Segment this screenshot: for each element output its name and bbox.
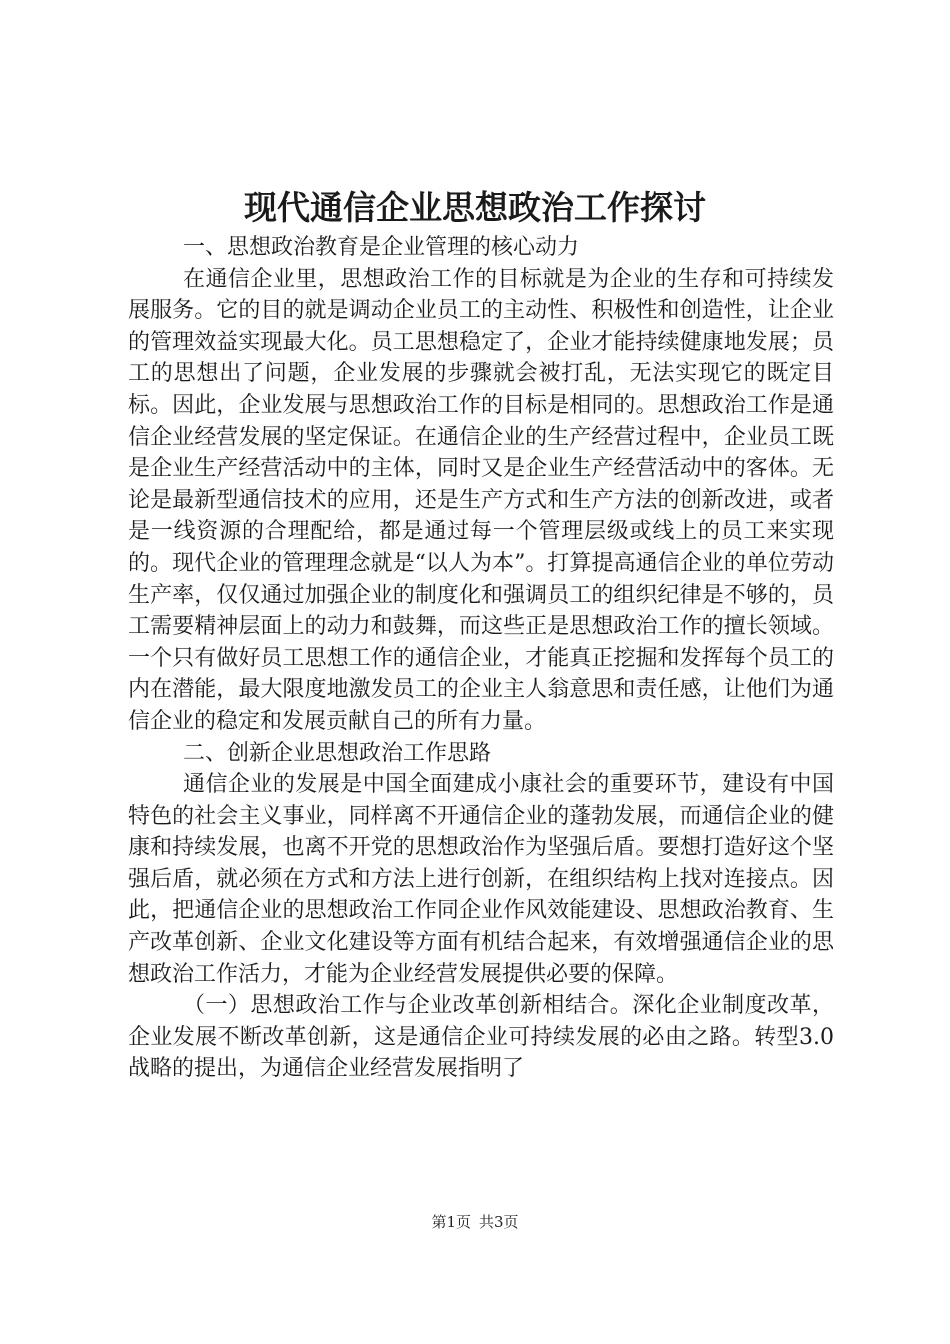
page-total: 共3页 [479, 1213, 519, 1231]
paragraph-2: 通信企业的发展是中国全面建成小康社会的重要环节，建设有中国特色的社会主义事业，同样离不开通信企业的蓬勃发展，而通信企业的健康和持续发展，也离不开党的思想政治作为坚强后盾。要想打造好这个坚强后盾，就必须在方式和方法上进行创新，在组织结构上找对连接点。因此，把通信企业的思想政治工作同企业作风效能建设、思想政治教育、生产改革创新、企业文化建设等方面有机结合起来，有效增强通信企业的思想政治工作活力，才能为企业经营发展提供必要的保障。 [128, 772, 834, 987]
document-title: 现代通信企业思想政治工作探讨 [244, 188, 706, 227]
paragraph-3: （一）思想政治工作与企业改革创新相结合。深化企业制度改革，企业发展不断改革创新，这是通信企业可持续发展的必由之路。转型3.0战略的提出，为通信企业经营发展指明了 [128, 993, 834, 1082]
paragraph-1: 在通信企业里，思想政治工作的目标就是为企业的生存和可持续发展服务。它的目的就是调动企业员工的主动性、积极性和创造性，让企业的管理效益实现最大化。员工思想稳定了，企业才能持续健康地发展；员工的思想出了问题，企业发展的步骤就会被打乱，无法实现它的既定目标。因此，企业发展与思想政治工作的目标是相同的。思想政治工作是通信企业经营发展的坚定保证。在通信企业的生产经营过程中，企业员工既是企业生产经营活动中的主体，同时又是企业生产经营活动中的客体。无论是最新型通信技术的应用，还是生产方式和生产方法的创新改进，或者是一线资源的合理配给，都是通过每一个管理层级或线上的员工来实现的。现代企业的管理理念就是“以人为本”。打算提高通信企业的单位劳动生产率，仅仅通过加强企业的制度化和强调员工的组织纪律是不够的，员工需要精神层面上的动力和鼓舞，而这些正是思想政治工作的擅长领域。一个只有做好员工思想工作的通信企业，才能真正挖掘和发挥每个员工的内在潜能，最大限度地激发员工的企业主人翁意思和责任感，让他们为通信企业的稳定和发展贡献自己的所有力量。 [128, 266, 834, 734]
page-number: 第1页 [431, 1213, 471, 1231]
page-footer [0, 1211, 950, 1233]
section-heading-2: 二、创新企业思想政治工作思路 [183, 740, 492, 766]
section-heading-1: 一、思想政治教育是企业管理的核心动力 [183, 235, 580, 260]
document-body [128, 232, 834, 1085]
